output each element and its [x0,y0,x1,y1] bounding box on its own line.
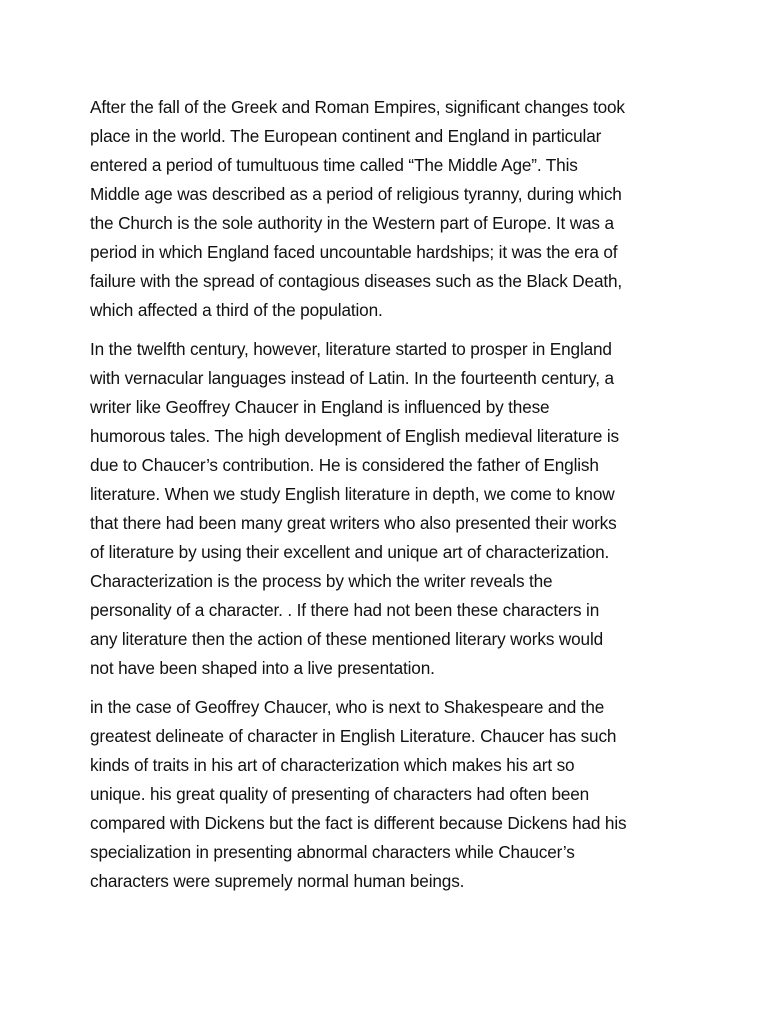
text-line: In the twelfth century, however, literature started to prosper in England [90,339,612,359]
text-line: with vernacular languages instead of Latin. In the fourteenth century, a [90,368,614,388]
text-line: Characterization is the process by which the writer reveals the [90,571,553,591]
text-line: place in the world. The European continent and England in particular [90,126,602,146]
text-line: specialization in presenting abnormal characters while Chaucer’s [90,842,575,862]
text-line: not have been shaped into a live presentation. [90,658,435,678]
text-line: personality of a character. . If there had not been these characters in [90,600,600,620]
text-line: the Church is the sole authority in the Western part of Europe. It was a [90,213,614,233]
document-body [90,93,690,896]
paragraph-characterization [90,693,690,896]
text-line: compared with Dickens but the fact is different because Dickens had his [90,813,627,833]
text-line: unique. his great quality of presenting of characters had often been [90,784,590,804]
text-line: that there had been many great writers who also presented their works [90,513,617,533]
text-line: due to Chaucer’s contribution. He is considered the father of English [90,455,599,475]
text-line: of literature by using their excellent and unique art of characterization. [90,542,610,562]
text-line: failure with the spread of contagious diseases such as the Black Death, [90,271,623,291]
text-line: which affected a third of the population. [90,300,383,320]
text-line: entered a period of tumultuous time called “The Middle Age”. This [90,155,578,175]
paragraph-middle-ages [90,93,690,325]
text-line: any literature then the action of these mentioned literary works would [90,629,604,649]
text-line: After the fall of the Greek and Roman Empires, significant changes took [90,97,625,117]
text-line: in the case of Geoffrey Chaucer, who is next to Shakespeare and the [90,697,605,717]
text-line: writer like Geoffrey Chaucer in England is influenced by these [90,397,550,417]
text-line: characters were supremely normal human beings. [90,871,465,891]
text-line: kinds of traits in his art of characterization which makes his art so [90,755,575,775]
paragraph-chaucer-literature [90,335,690,683]
text-line: literature. When we study English literature in depth, we come to know [90,484,615,504]
text-line: humorous tales. The high development of English medieval literature is [90,426,619,446]
text-line: greatest delineate of character in English Literature. Chaucer has such [90,726,617,746]
text-line: period in which England faced uncountable hardships; it was the era of [90,242,618,262]
text-line: Middle age was described as a period of religious tyranny, during which [90,184,622,204]
